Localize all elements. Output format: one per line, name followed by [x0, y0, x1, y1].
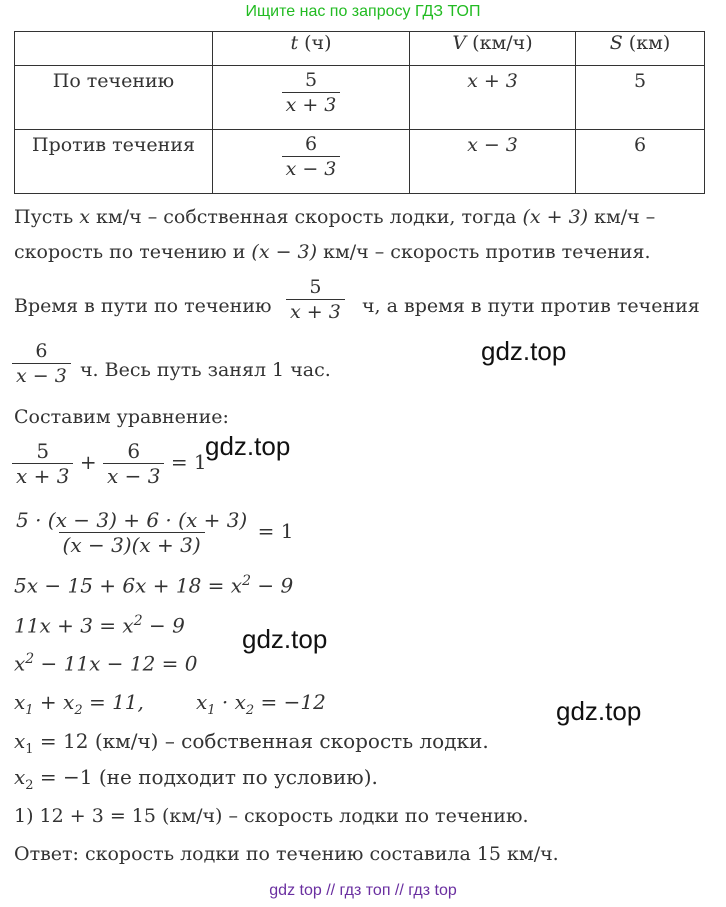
equation-6-product: $x_1 \cdot x_2 = -12$: [196, 690, 326, 718]
paragraph-1-line-1: Пусть x км/ч – собственная скорость лодки, тогда (x + 3) км/ч –: [14, 206, 656, 228]
equation-6-sum: $x_1 + x_2 = 11$,: [14, 690, 144, 718]
step-1: 1) 12 + 3 = 15 (км/ч) – скорость лодки по течению.: [14, 805, 529, 827]
time-cell: [213, 130, 410, 194]
top-banner: Ищите нас по запросу ГДЗ ТОП: [245, 3, 481, 20]
time-cell: [213, 66, 410, 130]
paragraph-2-line-2: ч. Весь путь занял 1 час.: [80, 359, 331, 381]
data-table: [14, 31, 705, 194]
equation-4: $11x + 3 = x^2 - 9$: [14, 613, 185, 638]
distance-cell: 6: [576, 130, 705, 194]
paragraph-2-line-1-text: Время в пути по течению: [14, 295, 272, 317]
time-fraction: $\frac{5}{x + 3}$: [282, 68, 341, 117]
speed-cell: x − 3: [410, 130, 576, 194]
watermark: gdz.top: [556, 696, 642, 726]
time-downstream-fraction: $\frac{5}{x + 3}$: [286, 275, 345, 324]
header-empty-cell: [15, 32, 213, 66]
table-row: [15, 130, 705, 194]
paragraph-2-line-1-end: ч, а время в пути против течения: [362, 295, 700, 317]
watermark: gdz.top: [481, 336, 567, 366]
row-label: Против течения: [15, 130, 213, 194]
time-fraction: $\frac{6}{x - 3}$: [282, 132, 341, 181]
header-speed: V (км/ч): [410, 32, 576, 66]
header-distance: S (км): [576, 32, 705, 66]
equation-8: $x_2 = -1$ (не подходит по условию).: [14, 765, 378, 793]
row-label: По течению: [15, 66, 213, 130]
equation-5: $x^2 - 11x - 12 = 0$: [14, 651, 198, 676]
equation-1: $\frac{5}{x + 3}$ + $\frac{6}{x - 3}$ = 1: [12, 439, 207, 488]
equation-3: $5x - 15 + 6x + 18 = x^2 - 9$: [14, 573, 294, 598]
watermark: gdz.top: [242, 624, 328, 654]
answer: Ответ: скорость лодки по течению составила 15 км/ч.: [14, 843, 559, 865]
watermark: gdz.top: [205, 431, 291, 461]
distance-cell: 5: [576, 66, 705, 130]
paragraph-1-line-2: скорость по течению и (x − 3) км/ч – скорость против течения.: [14, 241, 651, 263]
equation-intro: Составим уравнение:: [14, 406, 229, 428]
time-upstream-fraction: $\frac{6}{x - 3}$: [12, 339, 71, 388]
footer-text: gdz top // гдз топ // гдз top: [269, 882, 457, 899]
table-header-row: [15, 32, 705, 66]
speed-cell: x + 3: [410, 66, 576, 130]
equation-2: $\frac{5 \cdot (x - 3) + 6 \cdot (x + 3)}{(x - 3)(x + 3)}$ = 1: [16, 508, 294, 557]
header-time: t (ч): [213, 32, 410, 66]
equation-7: $x_1 = 12$ (км/ч) – собственная скорость лодки.: [14, 729, 489, 757]
table-row: [15, 66, 705, 130]
